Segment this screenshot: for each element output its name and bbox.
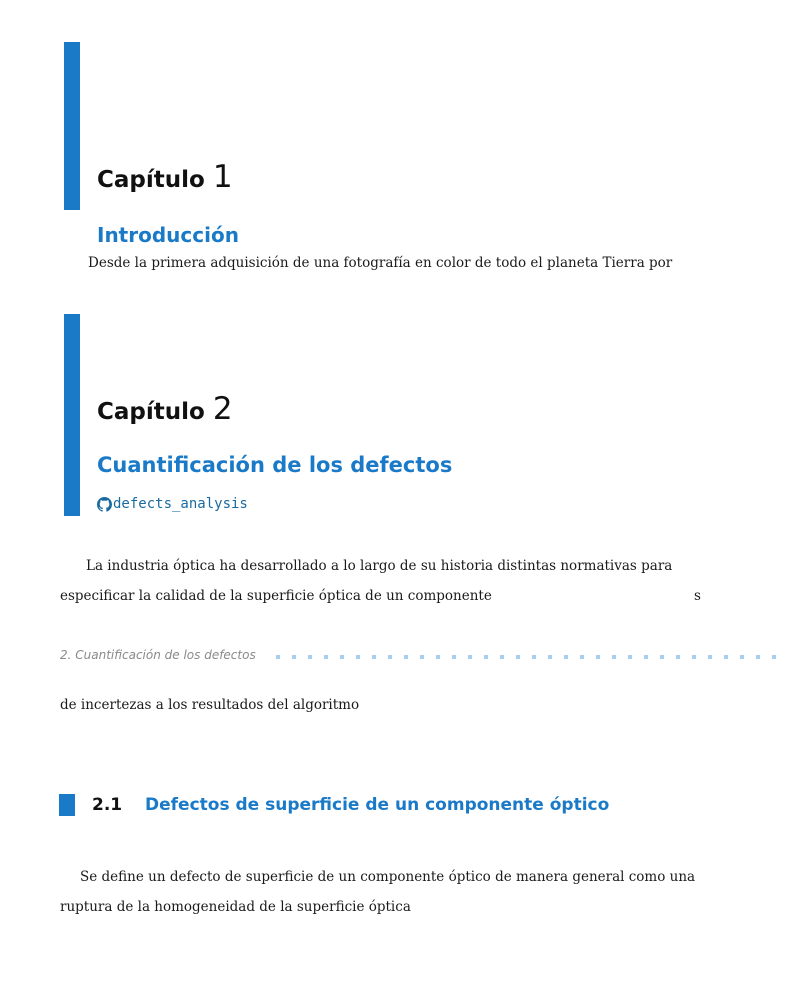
chapter-title: Introducción	[97, 223, 239, 247]
section-marker	[59, 794, 75, 816]
chapter-2-paragraph-trailing: s	[694, 588, 701, 604]
chapter-title: Cuantificación de los defectos	[97, 453, 453, 477]
chapter-label: Capítulo 2	[97, 391, 233, 427]
chapter-number: 2	[212, 391, 233, 427]
section-number: 2.1	[92, 795, 123, 815]
chapter-number: 1	[212, 159, 233, 195]
chapter-accent-bar	[64, 42, 80, 210]
chapter-accent-bar	[64, 314, 80, 516]
chapter-2-paragraph-line-1: La industria óptica ha desarrollado a lo largo de su historia distintas normativas para	[86, 558, 673, 574]
section-paragraph-line-1: Se define un defecto de superficie de un componente óptico de manera general como una	[80, 869, 696, 885]
continuation-text: de incertezas a los resultados del algoritmo	[60, 697, 360, 713]
chapter-2-paragraph-line-2: especificar la calidad de la superficie óptica de un componente	[60, 588, 492, 604]
running-header: 2. Cuantificación de los defectos	[60, 648, 256, 662]
repo-name: defects_analysis	[113, 496, 248, 512]
section-paragraph-line-2: ruptura de la homogeneidad de la superficie óptica	[60, 899, 411, 915]
chapter-label: Capítulo 1	[97, 159, 233, 195]
running-header-dot-leader	[276, 655, 776, 659]
github-repo-link[interactable]	[97, 496, 248, 512]
chapter-1-paragraph: Desde la primera adquisición de una fotografía en color de todo el planeta Tierra por	[88, 255, 673, 271]
github-icon	[97, 497, 112, 512]
section-title: Defectos de superficie de un componente óptico	[145, 795, 610, 815]
